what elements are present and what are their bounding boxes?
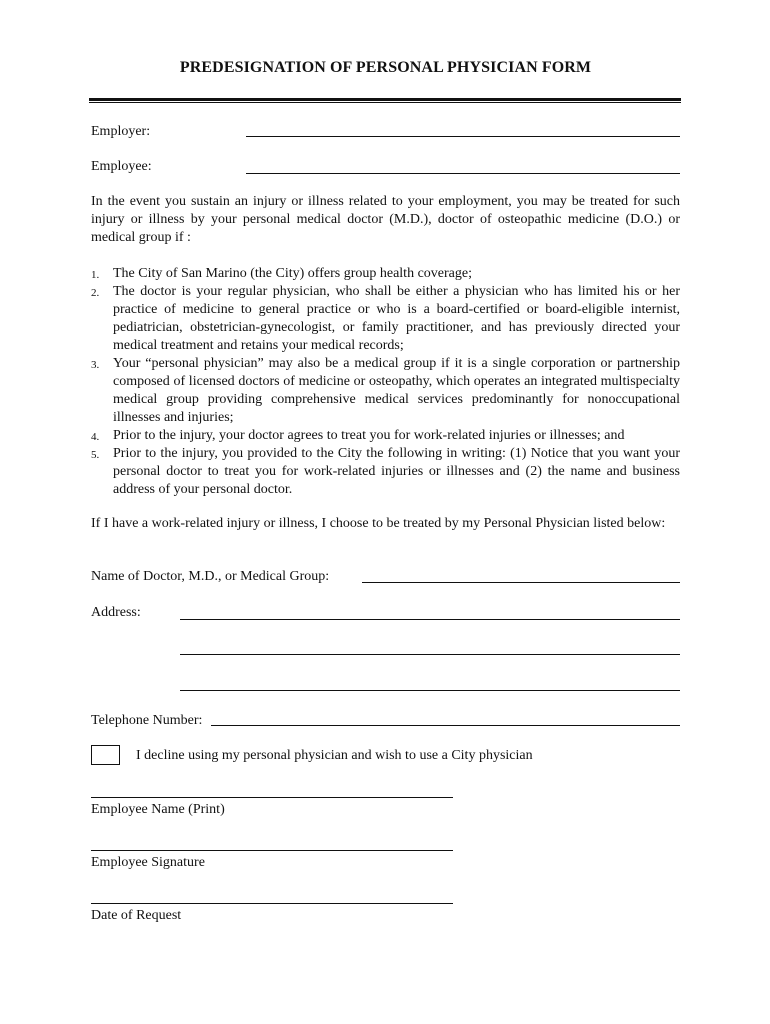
list-item: [91, 283, 680, 355]
telephone-label: Telephone Number:: [91, 713, 203, 728]
intro-paragraph: In the event you sustain an injury or illness related to your employment, you may be treated for such injury or illness by your personal medical doctor (M.D.), doctor of osteopathic medicine (D.O.) or medical group if :: [91, 194, 680, 245]
address-field-1[interactable]: [182, 603, 678, 619]
list-item: [91, 265, 680, 283]
doctor-name-label: Name of Doctor, M.D., or Medical Group:: [91, 569, 330, 584]
address-field-3[interactable]: [182, 674, 678, 690]
form-title: PREDESIGNATION OF PERSONAL PHYSICIAN FORM: [179, 59, 592, 76]
list-item: [91, 427, 680, 445]
list-number: 5.: [91, 449, 100, 461]
address-label: Address:: [91, 605, 141, 620]
list-text: Prior to the injury, you provided to the City the following in writing: (1) Notice that you want your personal doctor to treat you for work-related injuries or illnesses and (2) the name and business address of your personal doctor.: [113, 446, 680, 497]
date-line: [91, 903, 453, 904]
signature-field[interactable]: [93, 834, 451, 850]
doctor-name-line: [362, 582, 680, 583]
employee-name-label: Employee Name (Print): [91, 802, 225, 817]
list-text: The doctor is your regular physician, who shall be either a physician who has limited his or her practice of medicine to general practice or who is a board-certified or board-eligible internist, pediatrician, obstetrician-gynecologist, or family practitioner, and has previously directed your medical treatment and retains your medical records;: [113, 284, 680, 353]
employer-field[interactable]: [248, 120, 678, 136]
list-item: [91, 355, 680, 427]
employee-name-field[interactable]: [93, 781, 451, 797]
address-line-3: [180, 690, 680, 691]
title-divider-thin: [89, 102, 681, 103]
date-field[interactable]: [93, 887, 451, 903]
list-number: 2.: [91, 287, 100, 299]
title-divider: [89, 98, 681, 101]
list-text: Prior to the injury, your doctor agrees to treat you for work-related injuries or illnesses; and: [113, 428, 625, 443]
signature-label: Employee Signature: [91, 855, 205, 870]
list-number: 1.: [91, 269, 100, 281]
telephone-line: [211, 725, 680, 726]
choice-statement: If I have a work-related injury or illness, I choose to be treated by my Personal Physician listed below:: [91, 516, 666, 531]
list-number: 3.: [91, 359, 100, 371]
address-field-2[interactable]: [182, 638, 678, 654]
address-line-1: [180, 619, 680, 620]
employee-line: [246, 173, 680, 174]
list-text: The City of San Marino (the City) offers group health coverage;: [113, 266, 472, 281]
employer-label: Employer:: [91, 124, 151, 139]
decline-checkbox[interactable]: [91, 745, 120, 765]
decline-label: I decline using my personal physician and wish to use a City physician: [136, 748, 533, 763]
employee-label: Employee:: [91, 159, 152, 174]
employer-line: [246, 136, 680, 137]
telephone-field[interactable]: [213, 709, 678, 725]
date-label: Date of Request: [91, 908, 182, 923]
list-item: [91, 445, 680, 499]
address-line-2: [180, 654, 680, 655]
conditions-list: [91, 265, 680, 499]
doctor-name-field[interactable]: [364, 566, 678, 582]
signature-line: [91, 850, 453, 851]
employee-field[interactable]: [248, 157, 678, 173]
list-text: Your “personal physician” may also be a medical group if it is a single corporation or partnership composed of licensed doctors of medicine or osteopathy, which operates an integrated multispecialty medical group providing comprehensive medical services predominantly for nonoccupational illnesses and injuries;: [113, 356, 680, 425]
employee-name-line: [91, 797, 453, 798]
list-number: 4.: [91, 431, 100, 443]
